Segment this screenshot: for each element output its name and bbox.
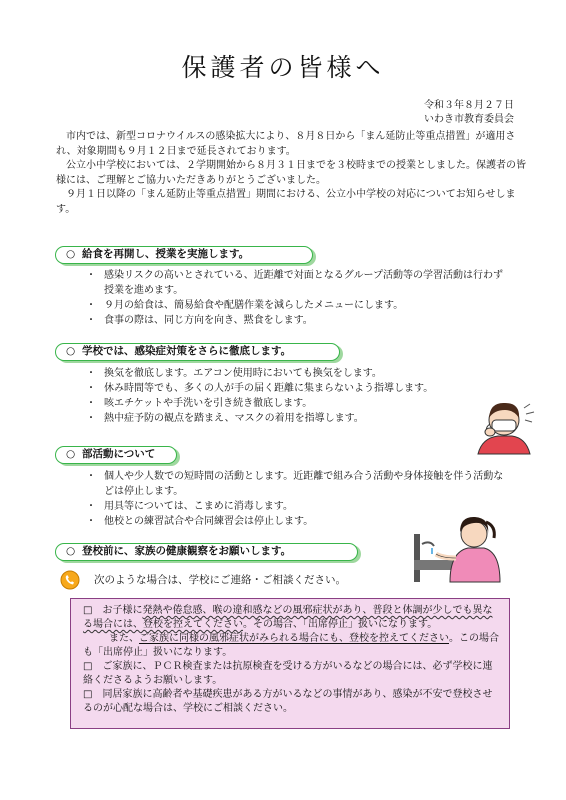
sneezing-person-illustration — [472, 398, 538, 456]
list-item: ・ 食事の際は、同じ方向を向き、黙食をします。 — [86, 315, 313, 326]
section-mark: ○ — [66, 545, 76, 557]
list-item: ・ 用具等については、こまめに消毒します。 — [86, 501, 293, 512]
list-item: ・ 感染リスクの高いとされている、近距離で対面となるグループ活動等の学習活動は行わず授業を進めます。 — [86, 270, 503, 296]
section-list-lunch — [86, 268, 506, 328]
section-heading-infection-control — [55, 343, 340, 361]
list-item: ・ 個人や少人数での短時間の活動とします。近距離で組み合う活動や身体接触を伴う活動などは停止します。 — [86, 471, 504, 497]
intro-paragraph: ９月１日以降の「まん延防止等重点措置」期間における、公立小中学校の対応についてお知らせします。 — [56, 189, 516, 215]
page-title: 保護者の皆様へ — [181, 53, 385, 82]
document-date: 令和３年８月２７日 — [424, 100, 514, 111]
intro-paragraph: 市内では、新型コロナウイルスの感染拡大により、８月８日から「まん延防止等重点措置」が適用され、対象期間も９月１２日まで延長されております。 — [56, 131, 516, 157]
notice-box — [70, 598, 510, 729]
section-mark: ○ — [66, 345, 76, 357]
issuer: いわき市教育委員会 — [424, 114, 514, 125]
section-heading-lunch — [55, 246, 313, 264]
section-heading-text: 学校では、感染症対策をさらに徹底します。 — [82, 345, 292, 357]
list-item: ・ ９月の給食は、簡易給食や配膳作業を減らしたメニューにします。 — [86, 300, 404, 311]
section-heading-text: 給食を再開し、授業を実施します。 — [82, 248, 250, 260]
phone-icon — [60, 570, 80, 590]
section-heading-health-check — [55, 543, 358, 561]
list-item: ・ 咳エチケットや手洗いを引き続き徹底します。 — [86, 398, 313, 409]
handwashing-girl-illustration — [412, 508, 508, 584]
contact-line: 次のような場合は、学校にご連絡・ご相談ください。 — [94, 574, 346, 586]
list-item: ・ 換気を徹底します。エアコン使用時においても換気をします。 — [86, 368, 382, 379]
notice-item: また、ご家族に同様の風邪症状がみられる場合にも、登校を控えてください。この場合も「出席停止」扱いになります。 — [83, 633, 499, 658]
section-heading-text: 部活動について — [82, 448, 156, 460]
list-item: ・ 熱中症予防の観点を踏まえ、マスクの着用を指導します。 — [86, 413, 364, 424]
list-item: ・ 他校との練習試合や合同練習会は停止します。 — [86, 516, 314, 527]
notice-item: □ ご家族に、ＰＣＲ検査または抗原検査を受ける方がいるなどの場合には、必ず学校に連絡くださるようお願いします。 — [83, 661, 493, 686]
section-mark: ○ — [66, 248, 76, 260]
intro-text — [56, 130, 526, 217]
list-item: ・ 休み時間等でも、多くの人が手の届く距離に集まらないよう指導します。 — [86, 383, 434, 394]
section-heading-club-activities — [55, 446, 177, 464]
notice-item: □ お子様に発熱や倦怠感、喉の違和感などの風邪症状があり、普段と体調が少しでも異なる場合には、登校を控えてください。その場合、「出席停止」扱いになります。 — [83, 605, 493, 630]
section-list-infection-control — [86, 366, 486, 426]
notice-item: □ 同居家族に高齢者や基礎疾患がある方がいるなどの事情があり、感染が不安で登校させるのが心配な場合は、学校にご相談ください。 — [83, 689, 493, 714]
intro-paragraph: 公立小中学校においては、２学期開始から８月３１日までを３校時までの授業としました。保護者の皆様には、ご理解とご協力いただきありがとうございました。 — [56, 160, 526, 186]
section-mark: ○ — [66, 448, 76, 460]
date-block — [424, 99, 514, 127]
section-heading-text: 登校前に、家族の健康観察をお願いします。 — [82, 545, 292, 557]
